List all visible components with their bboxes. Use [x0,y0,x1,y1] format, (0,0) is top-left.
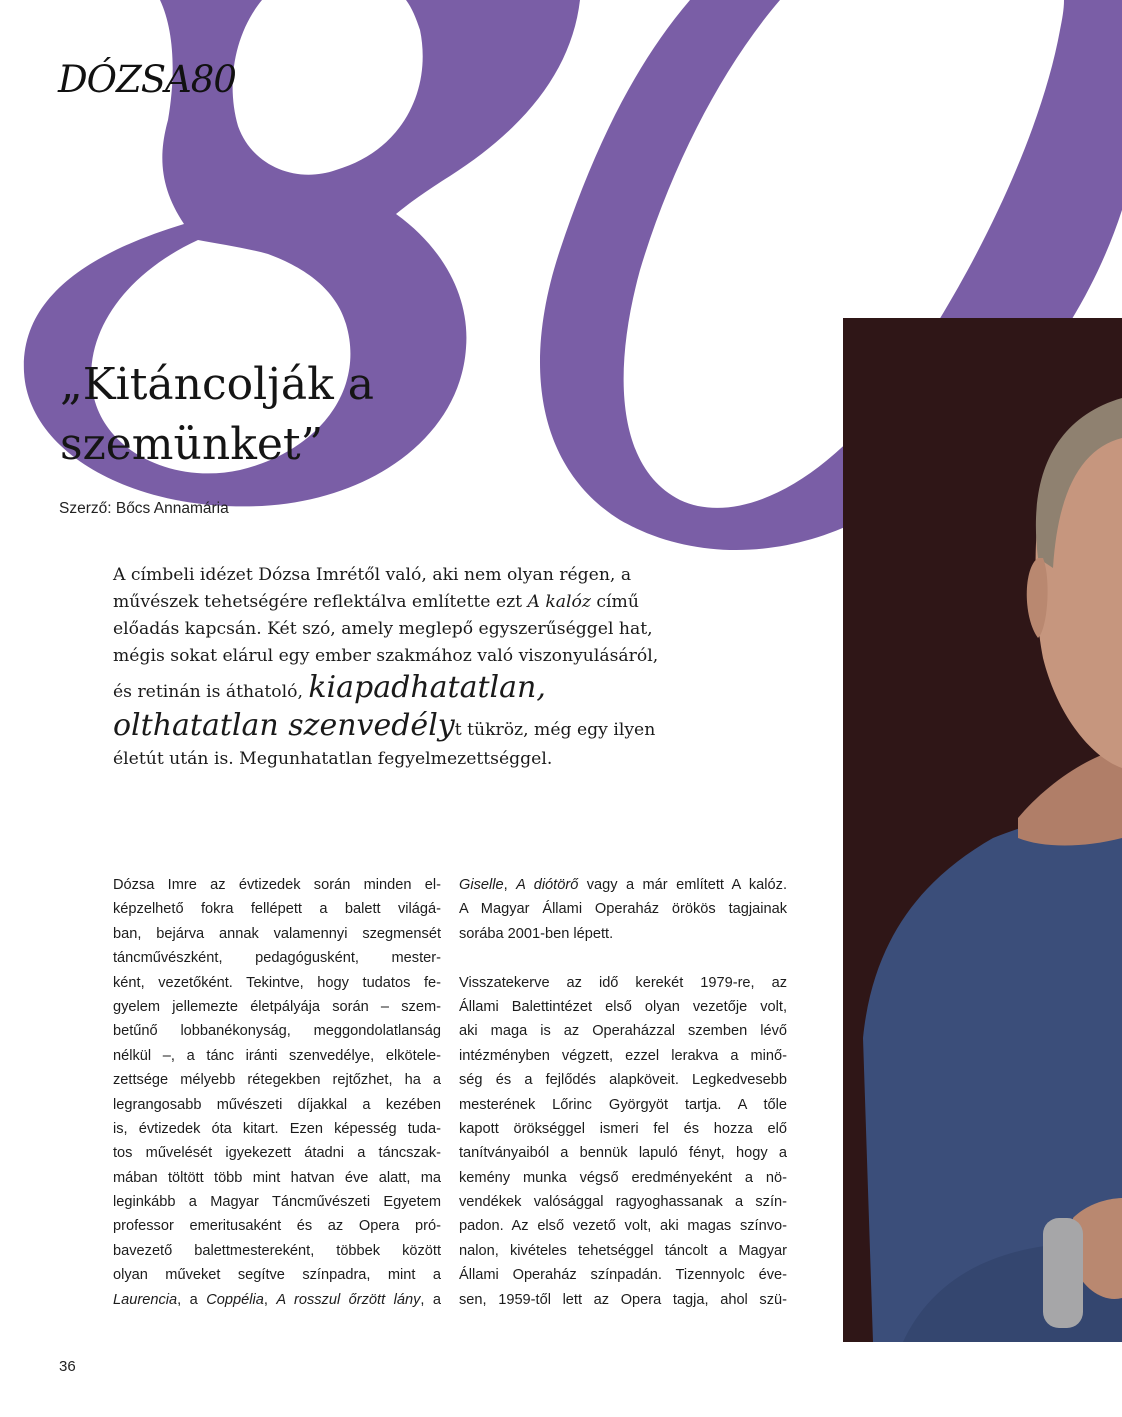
body-line: leginkább a Magyar Táncművészeti Egyetem [113,1194,441,1211]
work-title: A rosszul őrzött lány [276,1291,421,1308]
portrait-illustration [843,318,1122,1342]
body-text: , [263,1291,277,1308]
lead-line [113,589,763,616]
page-number: 36 [59,1358,76,1375]
body-line: ség és a fejlődés alapköveit. Legkedvesebb [459,1072,787,1089]
lead-line: A címbeli idézet Dózsa Imrétől való, aki nem olyan régen, a [113,565,632,585]
work-title: A diótörő [516,877,579,893]
portrait-photo [843,318,1122,1342]
lead-text: t tükröz, még egy ilyen [454,720,656,740]
lead-emphasis: kiapadhatatlan, [308,670,546,705]
body-line: professor emeritusaként és az Opera pró- [113,1218,441,1235]
title-line-1: „Kitáncolják a [60,359,374,410]
body-text: , [503,877,517,893]
lead-emphasis: olthatatlan szenvedély [113,708,455,743]
body-line: táncművészként, pedagógusként, mester- [113,950,441,967]
body-line: nalon, kivételes tehetséggel táncolt a Magyar [459,1242,787,1259]
body-line: intézményben végzett, ezzel lerakva a minő- [459,1047,787,1064]
lead-line: életút után is. Megunhatatlan fegyelmezettséggel. [113,749,553,769]
body-text: , a [177,1291,207,1308]
body-line: mesterének Lőrinc Györgyöt tartja. A tőle [459,1096,787,1113]
section-label: DÓZSA80 [58,58,236,101]
body-line: mában töltött több mint hatvan éve alatt, ma [113,1169,441,1186]
body-line: Dózsa Imre az évtizedek során minden el- [113,877,441,893]
body-line: sorába 2001-ben lépett. [459,925,614,942]
paragraph-gap [459,946,787,970]
work-title: Laurencia [113,1291,178,1308]
body-line: vendékek valósággal ragyoghassanak a szín- [459,1194,787,1211]
body-line: tanítványaiból a bennük lapuló fényt, hogy a [459,1145,787,1162]
title-line-2: szemünket” [60,419,324,470]
lead-line [113,670,763,708]
lead-paragraph [113,562,763,773]
author-byline: Szerző: Bőcs Annamária [59,500,229,517]
body-column-1 [113,873,441,1312]
body-line: is, évtizedek óta kitart. Ezen képesség tuda- [113,1120,441,1137]
body-text: vagy a már említett A kalóz. [578,877,788,893]
body-line: gyelem jellemezte életpályája során – szem- [113,998,441,1015]
body-line: Állami Balettintézet első olyan vezetője volt, [459,998,787,1015]
body-line: aki maga is az Operaházzal szemben lévő [459,1023,787,1040]
lead-text: és retinán is áthatoló, [113,682,309,702]
body-line: Állami Operaház színpadán. Tizennyolc éve- [459,1267,787,1284]
lead-text: című [590,592,639,612]
body-line: képzelhető fokra fellépett a balett világá- [113,901,441,918]
body-line: kapott örökséggel ismeri fel és hozza elő [459,1120,787,1137]
lead-text: művészek tehetségére reflektálva említette ezt [113,592,528,612]
lead-line: előadás kapcsán. Két szó, amely meglepő egyszerűséggel hat, [113,619,653,639]
work-title: Coppélia [206,1291,264,1308]
body-line [113,1288,441,1312]
lead-line [113,708,763,746]
body-line: ként, vezetőként. Tekintve, hogy tudatos fe- [113,974,441,991]
body-line: bavezető balettmestereként, többek között [113,1242,441,1259]
body-line: Visszatekerve az idő kerekét 1979-re, az [459,974,787,991]
body-line: olyan műveket segítve színpadra, mint a [113,1267,441,1284]
body-column-2 [459,873,787,1312]
body-line: A Magyar Állami Operaház örökös tagjainak [459,901,787,918]
body-text: , a [420,1291,442,1308]
work-title: Giselle [459,877,504,893]
body-line: nélkül –, a tánc iránti szenvedélye, elkötele- [113,1047,441,1064]
body-line: zettsége mélyebb rétegekben rejtőzhet, ha a [113,1072,441,1089]
body-line: kemény munka végső eredményeként a nö- [459,1169,787,1186]
watch-shape [1043,1218,1083,1328]
body-line: tos művelését igyekezett átadni a táncszak- [113,1145,441,1162]
body-line: ban, bejárva annak valamennyi szegmensét [113,925,441,942]
body-line [459,873,787,897]
body-line: padon. Az első vezető volt, aki magas színvo- [459,1218,787,1235]
body-line: sen, 1959-től lett az Opera tagja, ahol szü- [459,1291,787,1308]
lead-line: mégis sokat elárul egy ember szakmához való viszonyulásáról, [113,646,659,666]
body-line: legrangosabb művészeti díjakkal a kezében [113,1096,441,1113]
article-title [60,355,374,475]
body-line: betűnő lobbanékonyság, meggondolatlanság [113,1023,441,1040]
lead-italic-title: A kalóz [527,592,591,612]
